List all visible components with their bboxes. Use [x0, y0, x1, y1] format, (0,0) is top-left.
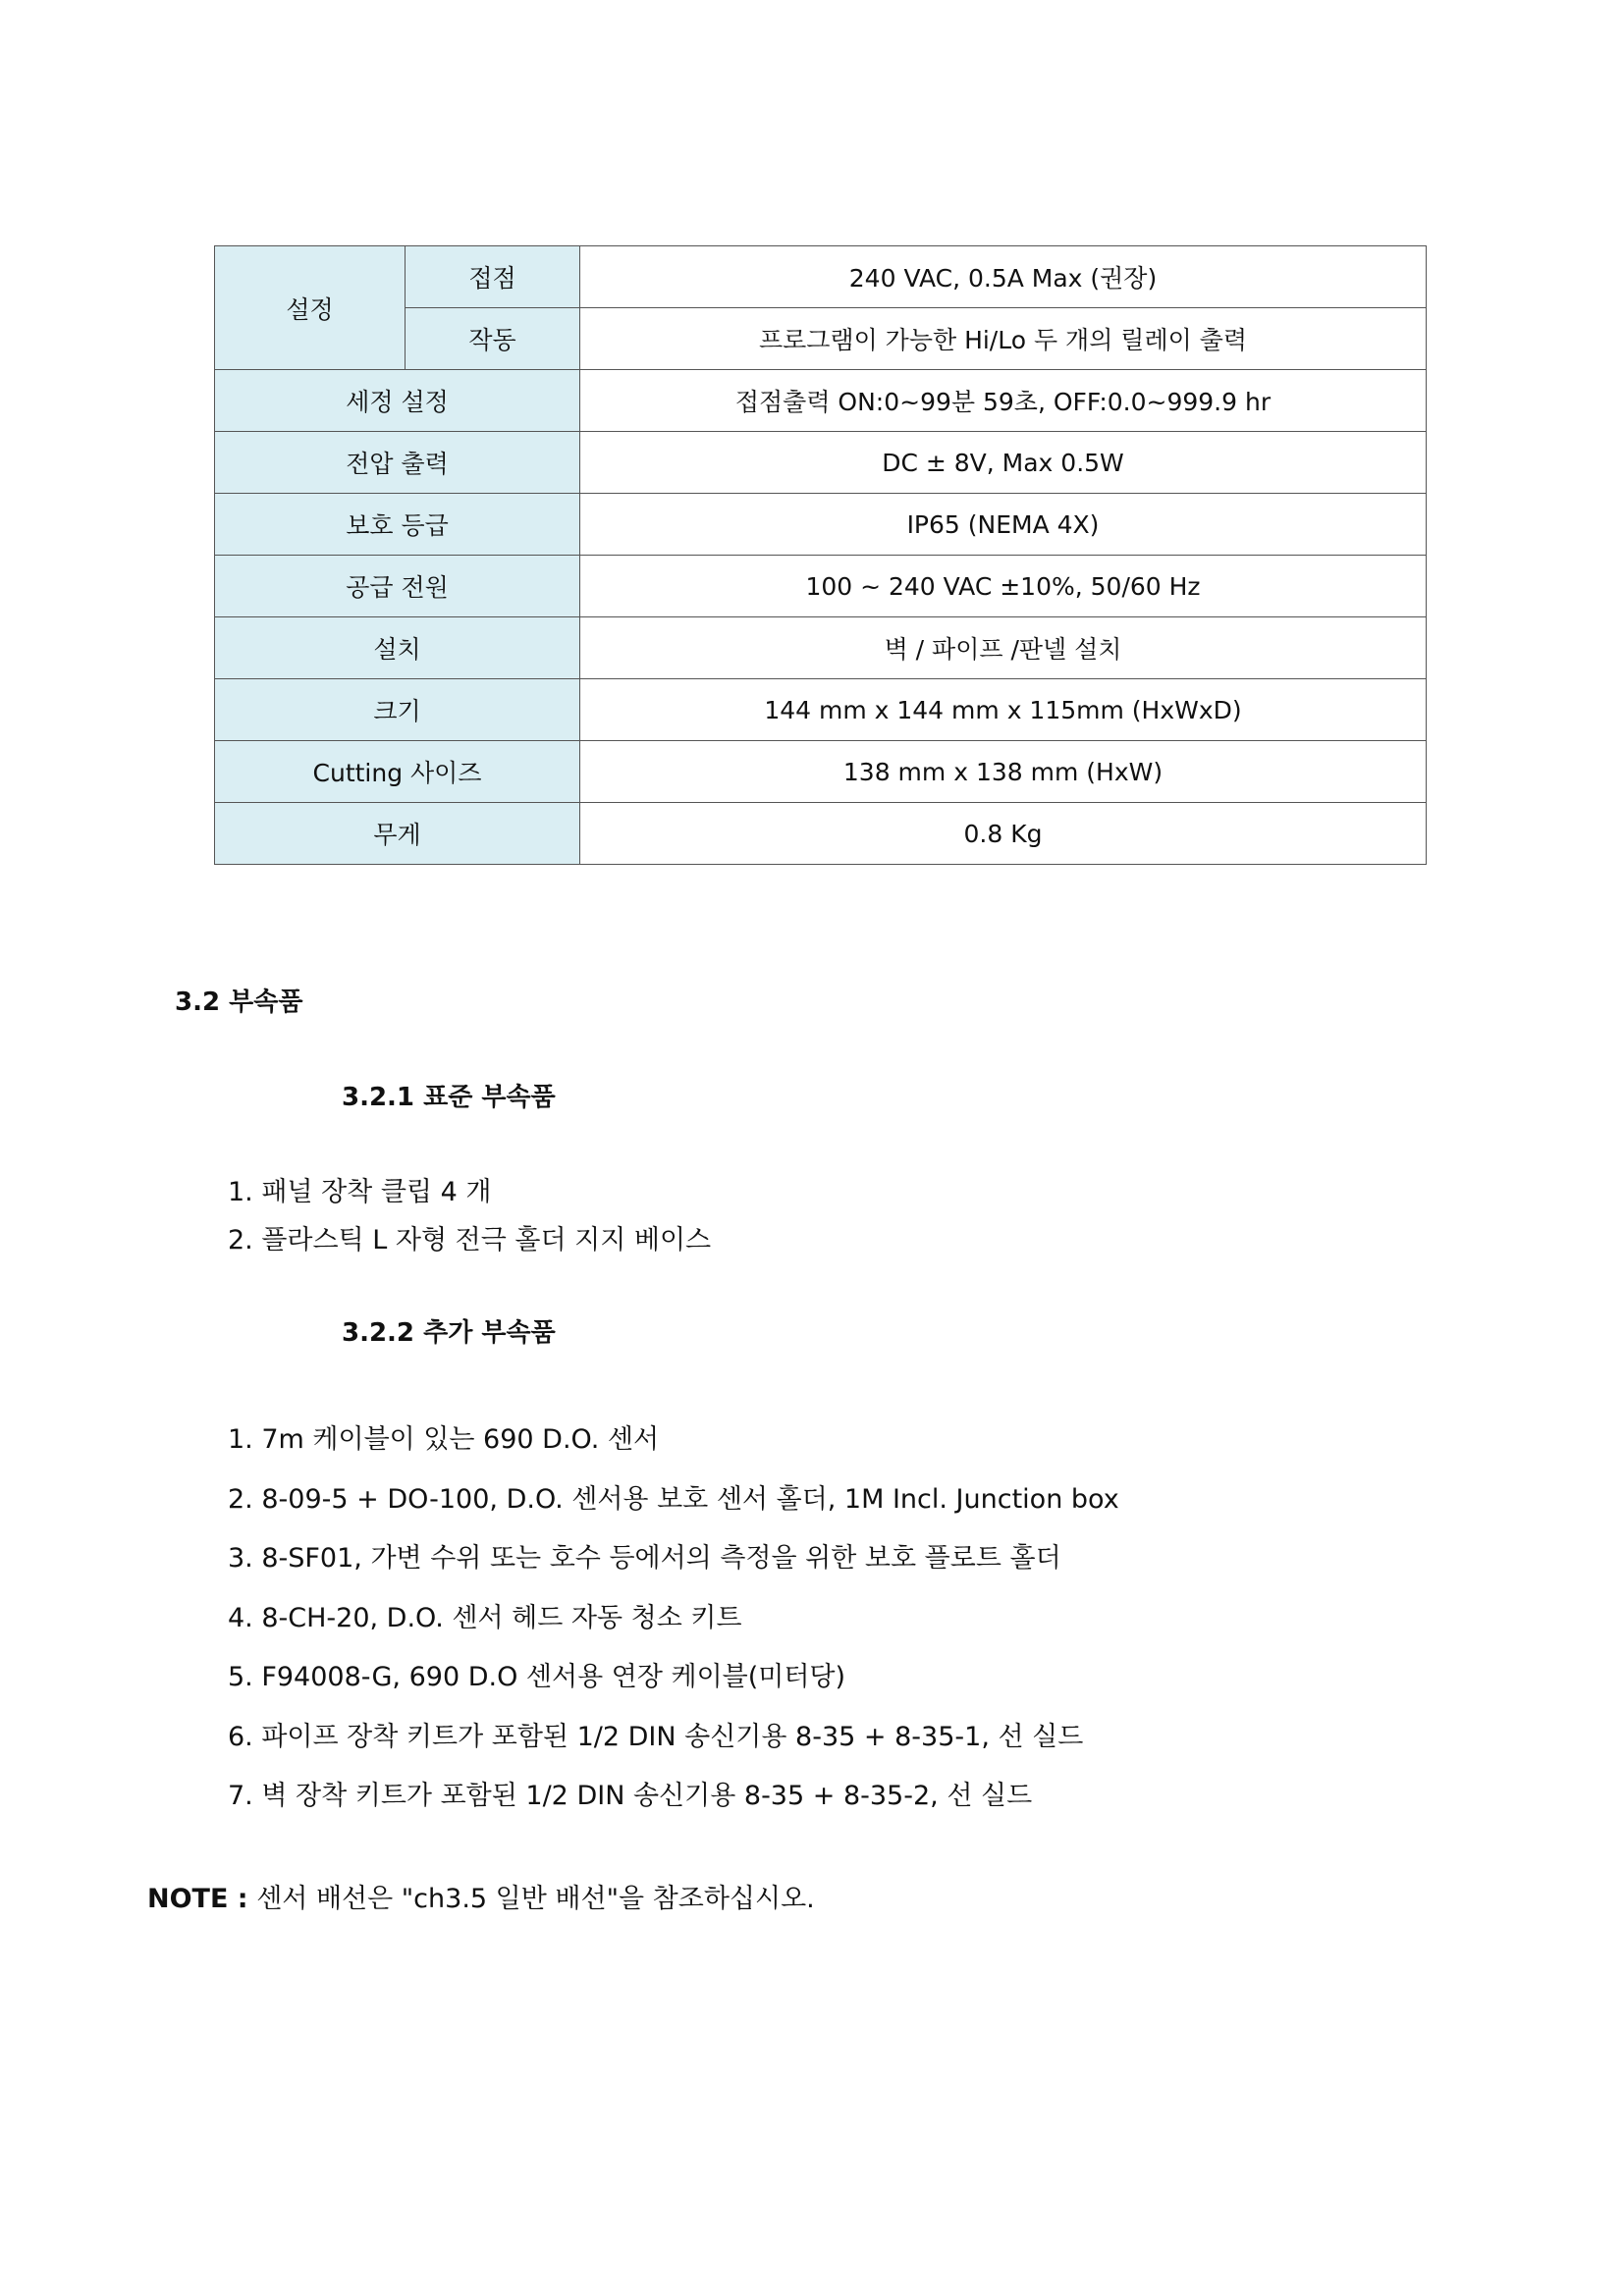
list-item: 5. F94008-G, 690 D.O 센서용 연장 케이블(미터당): [228, 1662, 846, 1692]
table-row: [215, 494, 1427, 556]
spec-value: 프로그램이 가능한 Hi/Lo 두 개의 릴레이 출력: [580, 308, 1427, 370]
table-row: [215, 617, 1427, 679]
note: [147, 1877, 815, 1915]
spec-value: 0.8 Kg: [580, 803, 1427, 865]
spec-label: 전압 출력: [215, 432, 580, 494]
spec-label: 크기: [215, 679, 580, 741]
spec-label: 접점: [406, 246, 580, 308]
spec-group-label: 설정: [215, 246, 406, 370]
list-item: 4. 8-CH-20, D.O. 센서 헤드 자동 청소 키트: [228, 1603, 742, 1633]
table-row: [215, 803, 1427, 865]
list-item: 7. 벽 장착 키트가 포함된 1/2 DIN 송신기용 8-35 + 8-35-2, 선 실드: [228, 1781, 1033, 1811]
list-item: 2. 플라스틱 L 자형 전극 홀더 지지 베이스: [228, 1225, 712, 1255]
list-item: 3. 8-SF01, 가변 수위 또는 호수 등에서의 측정을 위한 보호 플로트 홀더: [228, 1543, 1061, 1574]
spec-table: [214, 245, 1427, 865]
spec-label: 공급 전원: [215, 556, 580, 617]
spec-label: 무게: [215, 803, 580, 865]
spec-value: 138 mm x 138 mm (HxW): [580, 741, 1427, 803]
spec-label: 보호 등급: [215, 494, 580, 556]
spec-label: 설치: [215, 617, 580, 679]
list-item: 1. 7m 케이블이 있는 690 D.O. 센서: [228, 1424, 660, 1455]
section-heading: 3.2 부속품: [175, 988, 303, 1017]
spec-value: 100 ~ 240 VAC ±10%, 50/60 Hz: [580, 556, 1427, 617]
subsection-heading-standard: 3.2.1 표준 부속품: [342, 1083, 556, 1112]
spec-value: 240 VAC, 0.5A Max (권장): [580, 246, 1427, 308]
spec-value: IP65 (NEMA 4X): [580, 494, 1427, 556]
spec-value: 144 mm x 144 mm x 115mm (HxWxD): [580, 679, 1427, 741]
table-row: [215, 679, 1427, 741]
spec-label: 세정 설정: [215, 370, 580, 432]
list-item: 6. 파이프 장착 키트가 포함된 1/2 DIN 송신기용 8-35 + 8-35-1, 선 실드: [228, 1722, 1084, 1752]
spec-value: DC ± 8V, Max 0.5W: [580, 432, 1427, 494]
list-item: 2. 8-09-5 + DO-100, D.O. 센서용 보호 센서 홀더, 1M Incl. Junction box: [228, 1484, 1119, 1515]
table-row: [215, 432, 1427, 494]
spec-value: 접점출력 ON:0~99분 59초, OFF:0.0~999.9 hr: [580, 370, 1427, 432]
list-item: 1. 패널 장착 클립 4 개: [228, 1177, 492, 1207]
spec-value: 벽 / 파이프 /판넬 설치: [580, 617, 1427, 679]
table-row: [215, 370, 1427, 432]
note-text: 센서 배선은 "ch3.5 일반 배선"을 참조하십시오.: [247, 1884, 815, 1914]
table-row: [215, 246, 1427, 308]
spec-label: 작동: [406, 308, 580, 370]
subsection-heading-additional: 3.2.2 추가 부속품: [342, 1318, 556, 1348]
table-row: [215, 741, 1427, 803]
table-row: [215, 556, 1427, 617]
spec-label: Cutting 사이즈: [215, 741, 580, 803]
note-label: NOTE :: [147, 1884, 248, 1914]
